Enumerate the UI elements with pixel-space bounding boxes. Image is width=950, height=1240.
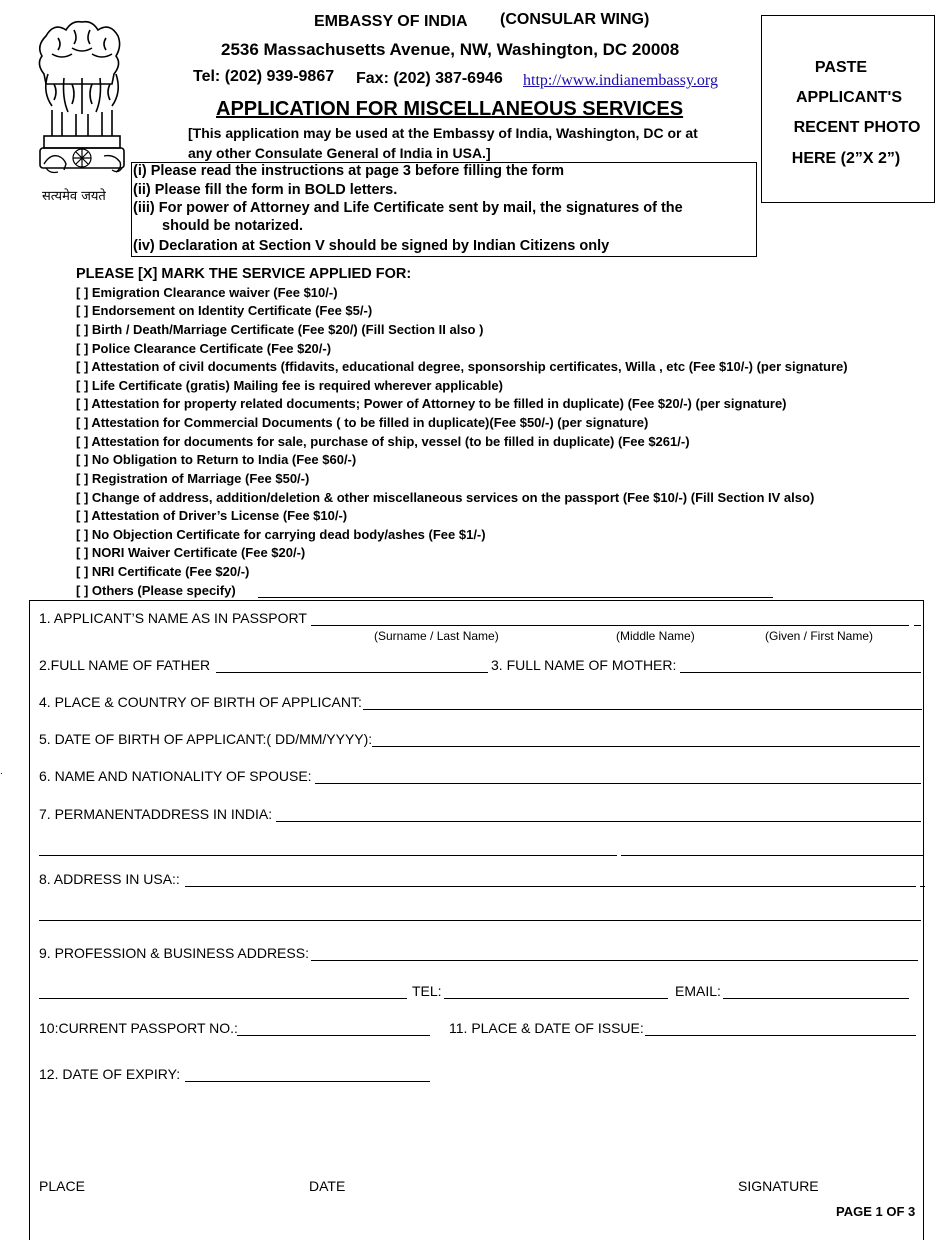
service-checkbox-item[interactable]: [ ] Life Certificate (gratis) Mailing fee is required wherever applicable) [76, 378, 503, 393]
signature-label: SIGNATURE [738, 1178, 819, 1194]
service-checkbox-item[interactable]: [ ] NRI Certificate (Fee $20/-) [76, 564, 250, 579]
service-checkbox-item[interactable]: [ ] Change of address, addition/deletion & other miscellaneous services on the passport (Fee $10/-) (Fill Section IV also) [76, 490, 815, 505]
form-title: APPLICATION FOR MISCELLANEOUS SERVICES [216, 98, 684, 120]
instruction-i: (i) Please read the instructions at page 3 before filling the form [133, 163, 565, 179]
middle-name-caption: (Middle Name) [616, 629, 695, 643]
national-emblem-icon [28, 18, 136, 186]
embassy-tel: Tel: (202) 939-9867 [193, 68, 335, 85]
issue-place-date-input[interactable] [645, 1035, 916, 1036]
field-expiry-label: 12. DATE OF EXPIRY: [39, 1066, 181, 1082]
stray-mark: . [0, 766, 3, 777]
service-checkbox-item[interactable]: [ ] Attestation for documents for sale, purchase of ship, vessel (to be filled in duplicate) (Fee $261/-) [76, 434, 690, 449]
tel-input[interactable] [444, 998, 668, 999]
embassy-website-link[interactable]: http://www.indianembassy.org [523, 72, 718, 89]
permanent-address-input[interactable] [276, 821, 921, 822]
expiry-input[interactable] [185, 1081, 430, 1082]
service-checkbox-item[interactable]: [ ] No Obligation to Return to India (Fee $60/-) [76, 452, 357, 467]
date-label: DATE [309, 1178, 346, 1194]
passport-no-input[interactable] [237, 1035, 430, 1036]
field-mother-name-label: 3. FULL NAME OF MOTHER: [491, 657, 677, 673]
tel-label: TEL: [412, 983, 442, 999]
email-label: EMAIL: [675, 983, 721, 999]
field-father-name-label: 2.FULL NAME OF FATHER [39, 657, 211, 673]
others-specify-line[interactable] [258, 597, 773, 598]
field-passport-no-label: 10:CURRENT PASSPORT NO.: [39, 1020, 238, 1036]
photo-box-line3: RECENT PHOTO [793, 119, 921, 136]
field-usa-address-label: 8. ADDRESS IN USA:: [39, 871, 180, 887]
service-checkbox-item[interactable]: [ ] Endorsement on Identity Certificate (Fee $5/-) [76, 303, 373, 318]
instruction-iii-continued: should be notarized. [162, 218, 303, 234]
photo-box[interactable] [761, 15, 935, 203]
service-checkbox-item[interactable]: [ ] Birth / Death/Marriage Certificate (Fee $20/) (Fill Section II also ) [76, 322, 484, 337]
profession-input-line2[interactable] [39, 998, 407, 999]
photo-box-line1: PASTE [814, 59, 868, 76]
field-spouse-label: 6. NAME AND NATIONALITY OF SPOUSE: [39, 768, 312, 784]
service-checkbox-item[interactable]: [ ] Attestation of Driver’s License (Fee $10/-) [76, 508, 348, 523]
national-motto: सत्यमेव जयते [42, 189, 106, 204]
usa-address-input-end [920, 886, 925, 887]
service-checkbox-item[interactable]: [ ] Others (Please specify) [76, 583, 236, 598]
instruction-ii: (ii) Please fill the form in BOLD letters. [133, 182, 398, 198]
spouse-input[interactable] [315, 783, 921, 784]
instruction-iii: (iii) For power of Attorney and Life Certificate sent by mail, the signatures of the [133, 200, 683, 216]
service-checkbox-item[interactable]: [ ] Registration of Marriage (Fee $50/-) [76, 471, 310, 486]
embassy-name: EMBASSY OF INDIA [314, 13, 468, 30]
applicant-name-input[interactable] [311, 625, 909, 626]
consular-wing: (CONSULAR WING) [500, 11, 650, 28]
field-permanent-address-label: 7. PERMANENTADDRESS IN INDIA: [39, 806, 273, 822]
email-input[interactable] [723, 998, 909, 999]
permanent-address-input-line2[interactable] [39, 855, 617, 856]
service-checkbox-item[interactable]: [ ] No Objection Certificate for carrying dead body/ashes (Fee $1/-) [76, 527, 486, 542]
given-name-caption: (Given / First Name) [765, 629, 874, 643]
service-checkbox-item[interactable]: [ ] NORI Waiver Certificate (Fee $20/-) [76, 545, 306, 560]
permanent-address-input-line2b[interactable] [621, 855, 924, 856]
field-profession-label: 9. PROFESSION & BUSINESS ADDRESS: [39, 945, 309, 961]
usage-note-line1: [This application may be used at the Embassy of India, Washington, DC or at [188, 125, 698, 141]
field-dob-label: 5. DATE OF BIRTH OF APPLICANT:( DD/MM/YYYY): [39, 731, 373, 747]
field-applicant-name-label: 1. APPLICANT’S NAME AS IN PASSPORT [39, 610, 307, 626]
place-label: PLACE [39, 1178, 85, 1194]
dob-input[interactable] [372, 746, 920, 747]
applicant-name-input-end [914, 625, 921, 626]
service-checkbox-item[interactable]: [ ] Attestation of civil documents (ffidavits, educational degree, sponsorship certificates, Willa , etc (Fee $10/-) (per signature) [76, 359, 848, 374]
embassy-fax: Fax: (202) 387-6946 [356, 70, 503, 87]
usa-address-input[interactable] [185, 886, 916, 887]
embassy-address: 2536 Massachusetts Avenue, NW, Washington, DC 20008 [221, 40, 680, 59]
service-checkbox-item[interactable]: [ ] Attestation for Commercial Documents ( to be filled in duplicate)(Fee $50/-) (per signature) [76, 415, 649, 430]
photo-box-line2: APPLICANT'S [795, 89, 903, 106]
services-heading: PLEASE [X] MARK THE SERVICE APPLIED FOR: [76, 266, 412, 282]
profession-input[interactable] [311, 960, 918, 961]
service-checkbox-item[interactable]: [ ] Emigration Clearance waiver (Fee $10/-) [76, 285, 338, 300]
page-number: PAGE 1 OF 3 [836, 1204, 916, 1219]
photo-box-line4: HERE (2”X 2”) [791, 150, 901, 167]
field-issue-place-date-label: 11. PLACE & DATE OF ISSUE: [449, 1020, 644, 1036]
usa-address-input-line2[interactable] [39, 920, 921, 921]
usage-note-line2: any other Consulate General of India in USA.] [188, 145, 491, 161]
mother-name-input[interactable] [680, 672, 921, 673]
instruction-iv: (iv) Declaration at Section V should be signed by Indian Citizens only [133, 238, 610, 254]
service-checkbox-item[interactable]: [ ] Attestation for property related documents; Power of Attorney to be filled in duplicate) (Fee $20/-) (per signature) [76, 396, 787, 411]
service-checkbox-item[interactable]: [ ] Police Clearance Certificate (Fee $20/-) [76, 341, 332, 356]
surname-caption: (Surname / Last Name) [374, 629, 499, 643]
field-birth-place-label: 4. PLACE & COUNTRY OF BIRTH OF APPLICANT: [39, 694, 362, 710]
birth-place-input[interactable] [363, 709, 922, 710]
father-name-input[interactable] [216, 672, 488, 673]
